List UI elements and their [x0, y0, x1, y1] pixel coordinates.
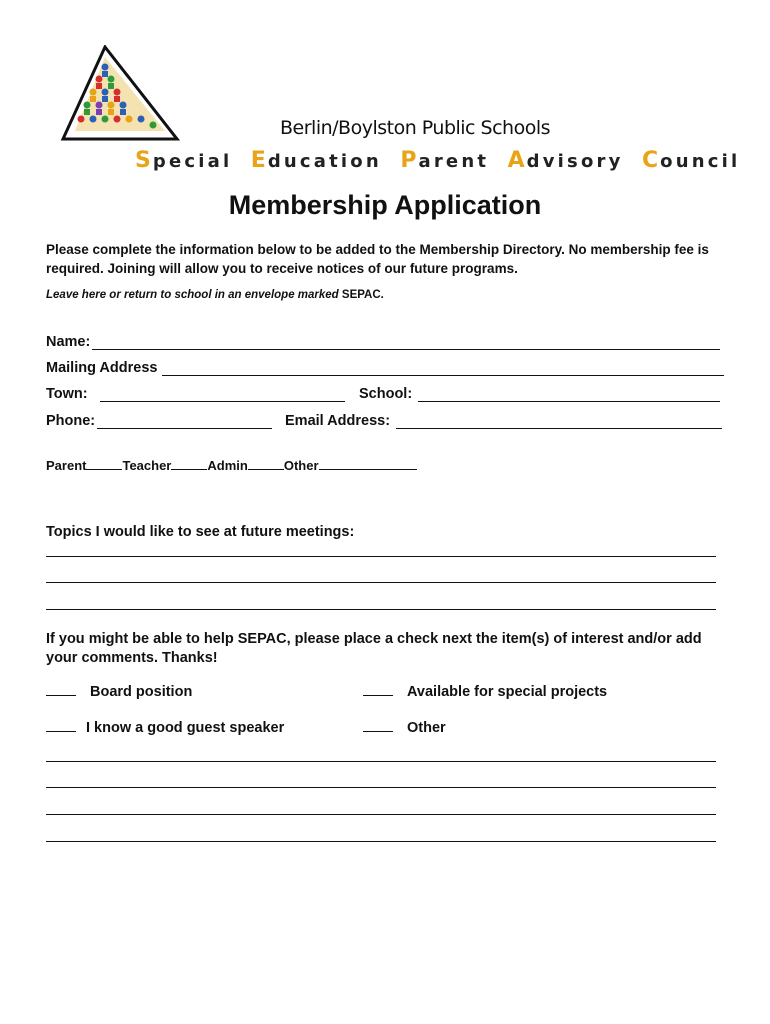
topics-line-2[interactable] [46, 582, 716, 583]
help-text: If you might be able to help SEPAC, please place a check next the item(s) of interest and/or add your comments. Thanks! [46, 631, 702, 666]
email-label: Email Address: [285, 413, 391, 429]
other-checkbox[interactable] [363, 731, 393, 732]
council-word: Parent [400, 148, 490, 173]
school-field[interactable] [418, 401, 720, 402]
role-other-blank[interactable] [319, 468, 417, 470]
council-word: Council [642, 148, 741, 173]
role-parent: Parent [46, 458, 87, 473]
school-name: Berlin/Boylston Public Schools [280, 117, 551, 139]
role-teacher-blank[interactable] [171, 468, 207, 470]
comments-line-1[interactable] [46, 761, 716, 762]
council-word: Advisory [507, 148, 624, 173]
mailing-address-label: Mailing Address [46, 360, 158, 376]
role-admin: Admin [207, 458, 248, 473]
council-name [135, 148, 749, 173]
mailing-address-field[interactable] [162, 375, 724, 376]
name-field[interactable] [92, 349, 720, 350]
option-special-projects: Available for special projects [363, 684, 607, 700]
email-field[interactable] [396, 428, 722, 429]
comments-line-3[interactable] [46, 814, 716, 815]
comments-line-2[interactable] [46, 787, 716, 788]
comments-line-4[interactable] [46, 841, 716, 842]
board-position-checkbox[interactable] [46, 695, 76, 696]
role-parent-blank[interactable] [86, 468, 122, 470]
town-field[interactable] [100, 401, 345, 402]
intro-text: Please complete the information below to be added to the Membership Directory. No membership fee is required. Joining will allow you to receive notices of our future programs. [46, 242, 709, 276]
role-options [46, 458, 417, 473]
option-guest-speaker: I know a good guest speaker [46, 720, 284, 736]
topics-line-3[interactable] [46, 609, 716, 610]
guest-speaker-checkbox[interactable] [46, 731, 76, 732]
role-other: Other [283, 458, 319, 473]
school-label: School: [359, 386, 413, 402]
phone-field[interactable] [97, 428, 272, 429]
return-instructions: Leave here or return to school in an envelope marked SEPAC. [46, 289, 384, 301]
topics-label: Topics I would like to see at future meetings: [46, 524, 355, 540]
topics-line-1[interactable] [46, 556, 716, 557]
page-title: Membership Application [228, 190, 542, 220]
option-board-position: Board position [46, 684, 192, 700]
role-admin-blank[interactable] [248, 468, 284, 470]
sepac-logo [55, 45, 180, 145]
town-label: Town: [46, 386, 88, 402]
council-word: Special [135, 148, 233, 173]
option-other: Other [363, 720, 446, 736]
name-label: Name: [46, 334, 91, 350]
council-word: Education [250, 148, 382, 173]
role-teacher: Teacher [122, 458, 172, 473]
special-projects-checkbox[interactable] [363, 695, 393, 696]
phone-label: Phone: [46, 413, 96, 429]
